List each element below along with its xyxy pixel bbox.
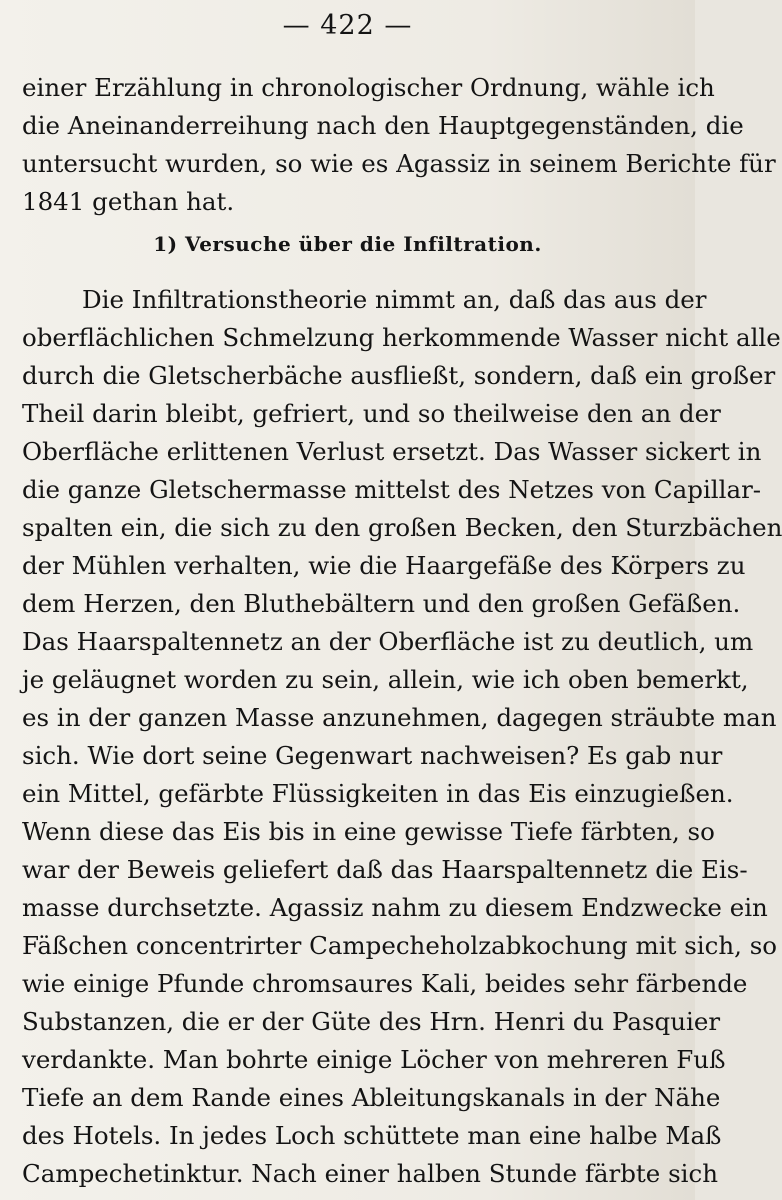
text-line: Fäßchen concentrirter Campecheholzabkochung mit sich, so bbox=[22, 931, 778, 960]
text-line: Tiefe an dem Rande eines Ableitungskanals in der Nähe bbox=[22, 1083, 721, 1112]
text-line: die Aneinanderreihung nach den Hauptgegenständen, die bbox=[22, 111, 744, 140]
text-line: ein Mittel, gefärbte Flüssigkeiten in das Eis einzugießen. bbox=[22, 779, 734, 808]
text-line: sich. Wie dort seine Gegenwart nachweisen? Es gab nur bbox=[22, 741, 723, 770]
section-heading: 1) Versuche über die Infiltration. bbox=[153, 232, 542, 256]
text-line: je geläugnet worden zu sein, allein, wie ich oben bemerkt, bbox=[22, 665, 749, 694]
text-line: einer Erzählung in chronologischer Ordnung, wähle ich bbox=[22, 73, 715, 102]
text-line: Theil darin bleibt, gefriert, und so theilweise den an der bbox=[22, 399, 721, 428]
text-line: Oberfläche erlittenen Verlust ersetzt. Das Wasser sickert in bbox=[22, 437, 762, 466]
text-line: Das Haarspaltennetz an der Oberfläche ist zu deutlich, um bbox=[22, 627, 754, 656]
page-number: — 422 — bbox=[282, 10, 413, 41]
text-line: oberflächlichen Schmelzung herkommende Wasser nicht alle bbox=[22, 323, 781, 352]
text-line: es in der ganzen Masse anzunehmen, dagegen sträubte man bbox=[22, 703, 777, 732]
text-line: verdankte. Man bohrte einige Löcher von mehreren Fuß bbox=[22, 1045, 726, 1074]
text-line: war der Beweis geliefert daß das Haarspaltennetz die Eis- bbox=[22, 855, 748, 884]
text-line: 1841 gethan hat. bbox=[22, 187, 235, 216]
text-line: des Hotels. In jedes Loch schüttete man eine halbe Maß bbox=[22, 1121, 722, 1150]
text-line: die ganze Gletschermasse mittelst des Netzes von Capillar- bbox=[22, 475, 762, 504]
text-line: dem Herzen, den Bluthebältern und den großen Gefäßen. bbox=[22, 589, 741, 618]
text-line: Substanzen, die er der Güte des Hrn. Henri du Pasquier bbox=[22, 1007, 721, 1036]
text-line: spalten ein, die sich zu den großen Becken, den Sturzbächen bbox=[22, 513, 782, 542]
text-line: Die Infiltrationstheorie nimmt an, daß das aus der bbox=[82, 285, 707, 314]
text-line: Campechetinktur. Nach einer halben Stunde färbte sich bbox=[22, 1159, 718, 1188]
text-line: masse durchsetzte. Agassiz nahm zu diesem Endzwecke ein bbox=[22, 893, 768, 922]
text-line: Wenn diese das Eis bis in eine gewisse Tiefe färbten, so bbox=[22, 817, 715, 846]
text-line: der Mühlen verhalten, wie die Haargefäße des Körpers zu bbox=[22, 551, 746, 580]
text-line: untersucht wurden, so wie es Agassiz in seinem Berichte für bbox=[22, 149, 776, 178]
text-line: wie einige Pfunde chromsaures Kali, beides sehr färbende bbox=[22, 969, 748, 998]
text-line: durch die Gletscherbäche ausfließt, sondern, daß ein großer bbox=[22, 361, 776, 390]
